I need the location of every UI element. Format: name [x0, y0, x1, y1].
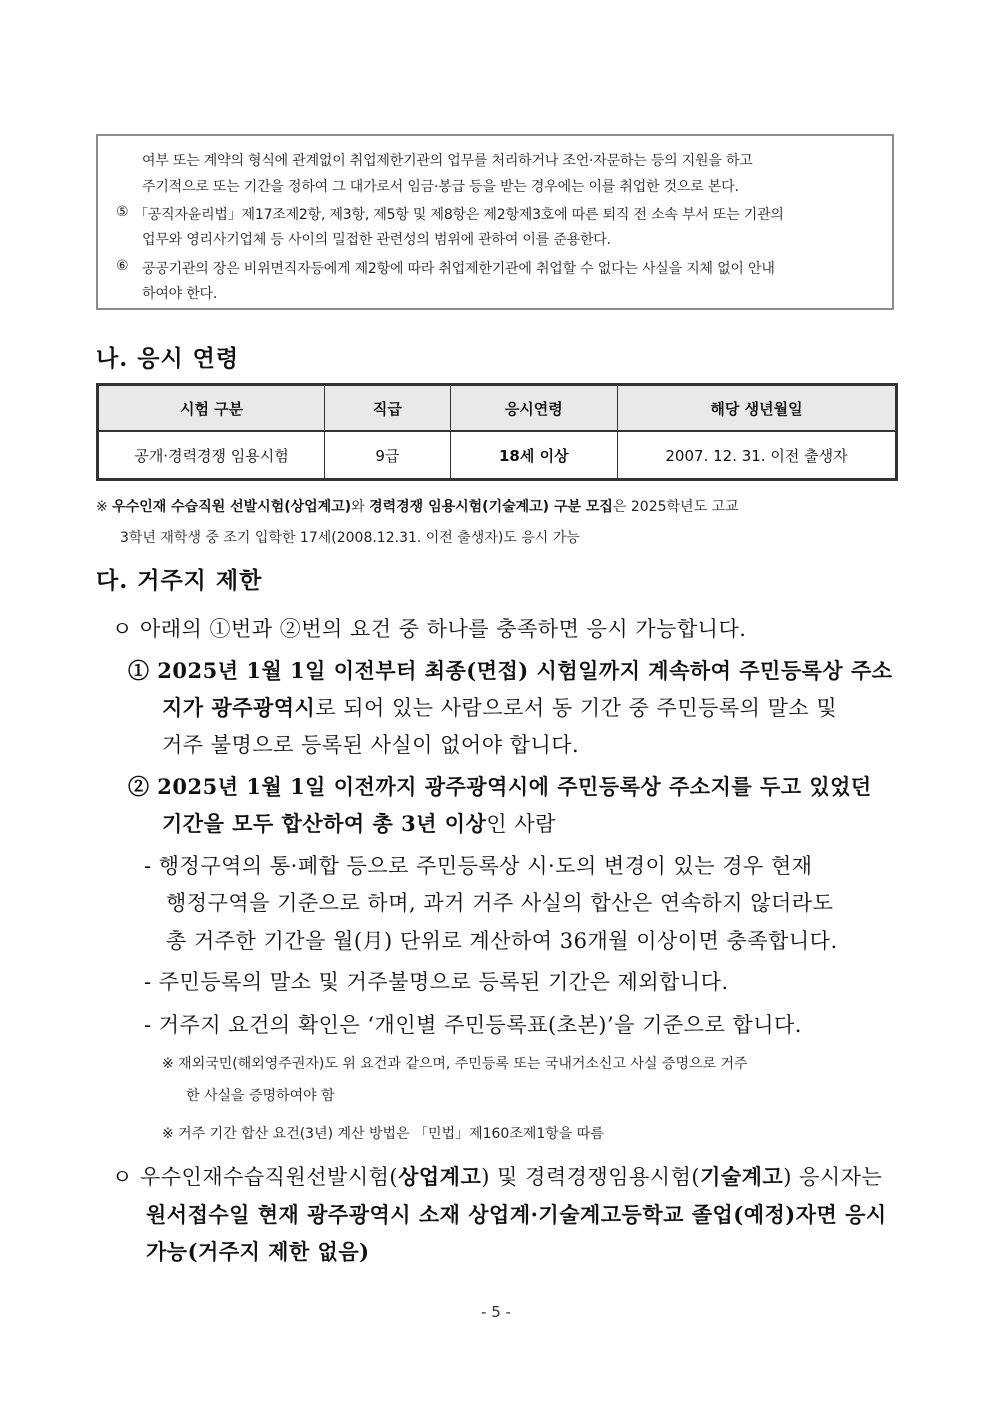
- table-cell: 9급: [325, 431, 451, 480]
- condition-2-line1: ② 2025년 1월 1일 이전까지 광주광역시에 주민등록상 주소지를 두고 있었던: [128, 774, 872, 799]
- condition-2-line2: [162, 808, 556, 838]
- condition-1-line2: [162, 692, 837, 722]
- exemption-bold: 기술계고: [700, 1164, 784, 1189]
- section-title-residence: 다. 거주지 제한: [96, 567, 263, 594]
- table-header-row: [98, 385, 897, 432]
- condition-1-bold: 지가 광주광역시: [162, 695, 316, 720]
- item-6-marker: ⑥: [116, 258, 129, 274]
- condition-1-line3: 거주 불명으로 등록된 사실이 없어야 합니다.: [162, 733, 580, 757]
- note-bold: 경력경쟁 임용시험(기술계고) 구분 모집: [369, 499, 613, 515]
- detail-1-line2: 행정구역을 기준으로 하며, 과거 거주 사실의 합산은 연속하지 않더라도: [166, 891, 834, 915]
- excerpt-line: 업무와 영리사기업체 등 사이의 밀접한 관련성의 범위에 관하여 이를 준용한다.: [142, 232, 611, 248]
- detail-2: - 주민등록의 말소 및 거주불명으로 등록된 기간은 제외합니다.: [144, 970, 729, 994]
- exemption-line3: 가능(거주지 제한 없음): [146, 1239, 370, 1264]
- table-header: 해당 생년월일: [617, 385, 896, 432]
- exemption-line2: 원서접수일 현재 광주광역시 소재 상업계·기술계고등학교 졸업(예정)자면 응시: [146, 1202, 887, 1227]
- excerpt-line: 공공기관의 장은 비위면직자등에게 제2항에 따라 취업제한기관에 취업할 수 없다는 사실을 지체 없이 안내: [142, 261, 775, 277]
- table-header: 응시연령: [450, 385, 617, 432]
- page-number: - 5 -: [481, 1303, 511, 1321]
- law-excerpt-box: [96, 134, 894, 310]
- exemption-line1: [112, 1161, 882, 1191]
- residence-note-1-line2: 한 사실을 증명하여야 함: [186, 1088, 335, 1104]
- excerpt-line: 하여야 한다.: [142, 286, 218, 302]
- exemption-text: ㅇ 우수인재수습직원선발시험(: [112, 1165, 399, 1189]
- detail-3: - 거주지 요건의 확인은 ‘개인별 주민등록표(초본)’을 기준으로 합니다.: [144, 1013, 802, 1037]
- table-cell: 2007. 12. 31. 이전 출생자: [617, 431, 896, 480]
- residence-intro: ㅇ 아래의 ①번과 ②번의 요건 중 하나를 충족하면 응시 가능합니다.: [112, 617, 747, 641]
- detail-1-line1: - 행정구역의 통·폐합 등으로 주민등록상 시·도의 변경이 있는 경우 현재: [144, 854, 813, 878]
- note-text: 와: [351, 499, 370, 515]
- exemption-text: ) 응시자는: [783, 1165, 883, 1189]
- table-row: [98, 431, 897, 480]
- condition-1-line1: ① 2025년 1월 1일 이전부터 최종(면접) 시험일까지 계속하여 주민등록상 주소: [128, 658, 893, 683]
- item-5-marker: ⑤: [116, 204, 129, 220]
- table-header: 직급: [325, 385, 451, 432]
- residence-note-1-line1: ※ 재외국민(해외영주권자)도 위 요건과 같으며, 주민등록 또는 국내거소신고 사실 증명으로 거주: [162, 1056, 748, 1072]
- condition-1-text: 로 되어 있는 사람으로서 동 기간 중 주민등록의 말소 및: [315, 696, 838, 720]
- excerpt-line: 「공직자윤리법」제17조제2항, 제3항, 제5항 및 제8항은 제2항제3호에 따른 퇴직 전 소속 부서 또는 기관의: [134, 207, 784, 223]
- note-bold: 우수인재 수습직원 선발시험(상업계고): [112, 499, 352, 515]
- note-mark: ※: [96, 499, 108, 515]
- age-note: [96, 496, 739, 516]
- age-table: [96, 383, 898, 481]
- section-title-age: 나. 응시 연령: [96, 345, 240, 372]
- exemption-text: ) 및 경력경쟁임용시험(: [481, 1165, 701, 1189]
- table-header: 시험 구분: [98, 385, 325, 432]
- table-cell: 공개·경력경쟁 임용시험: [98, 431, 325, 480]
- excerpt-line: 여부 또는 계약의 형식에 관계없이 취업제한기관의 업무를 처리하거나 조언·자문하는 등의 지원을 하고: [142, 153, 753, 169]
- table-cell: 18세 이상: [450, 431, 617, 480]
- condition-2-text: 인 사람: [486, 812, 556, 836]
- detail-1-line3: 총 거주한 기간을 월(月) 단위로 계산하여 36개월 이상이면 충족합니다.: [166, 929, 838, 953]
- note-text: 은 2025학년도 고교: [612, 499, 739, 515]
- condition-2-bold: 기간을 모두 합산하여 총 3년 이상: [162, 811, 487, 836]
- age-note-line2: 3학년 재학생 중 조기 입학한 17세(2008.12.31. 이전 출생자)도 응시 가능: [120, 530, 580, 546]
- exemption-bold: 상업계고: [398, 1164, 482, 1189]
- residence-note-2: ※ 거주 기간 합산 요건(3년) 계산 방법은 「민법」제160조제1항을 따름: [162, 1126, 604, 1142]
- excerpt-line: 주기적으로 또는 기간을 정하여 그 대가로서 임금·봉급 등을 받는 경우에는 이를 취업한 것으로 본다.: [142, 179, 739, 195]
